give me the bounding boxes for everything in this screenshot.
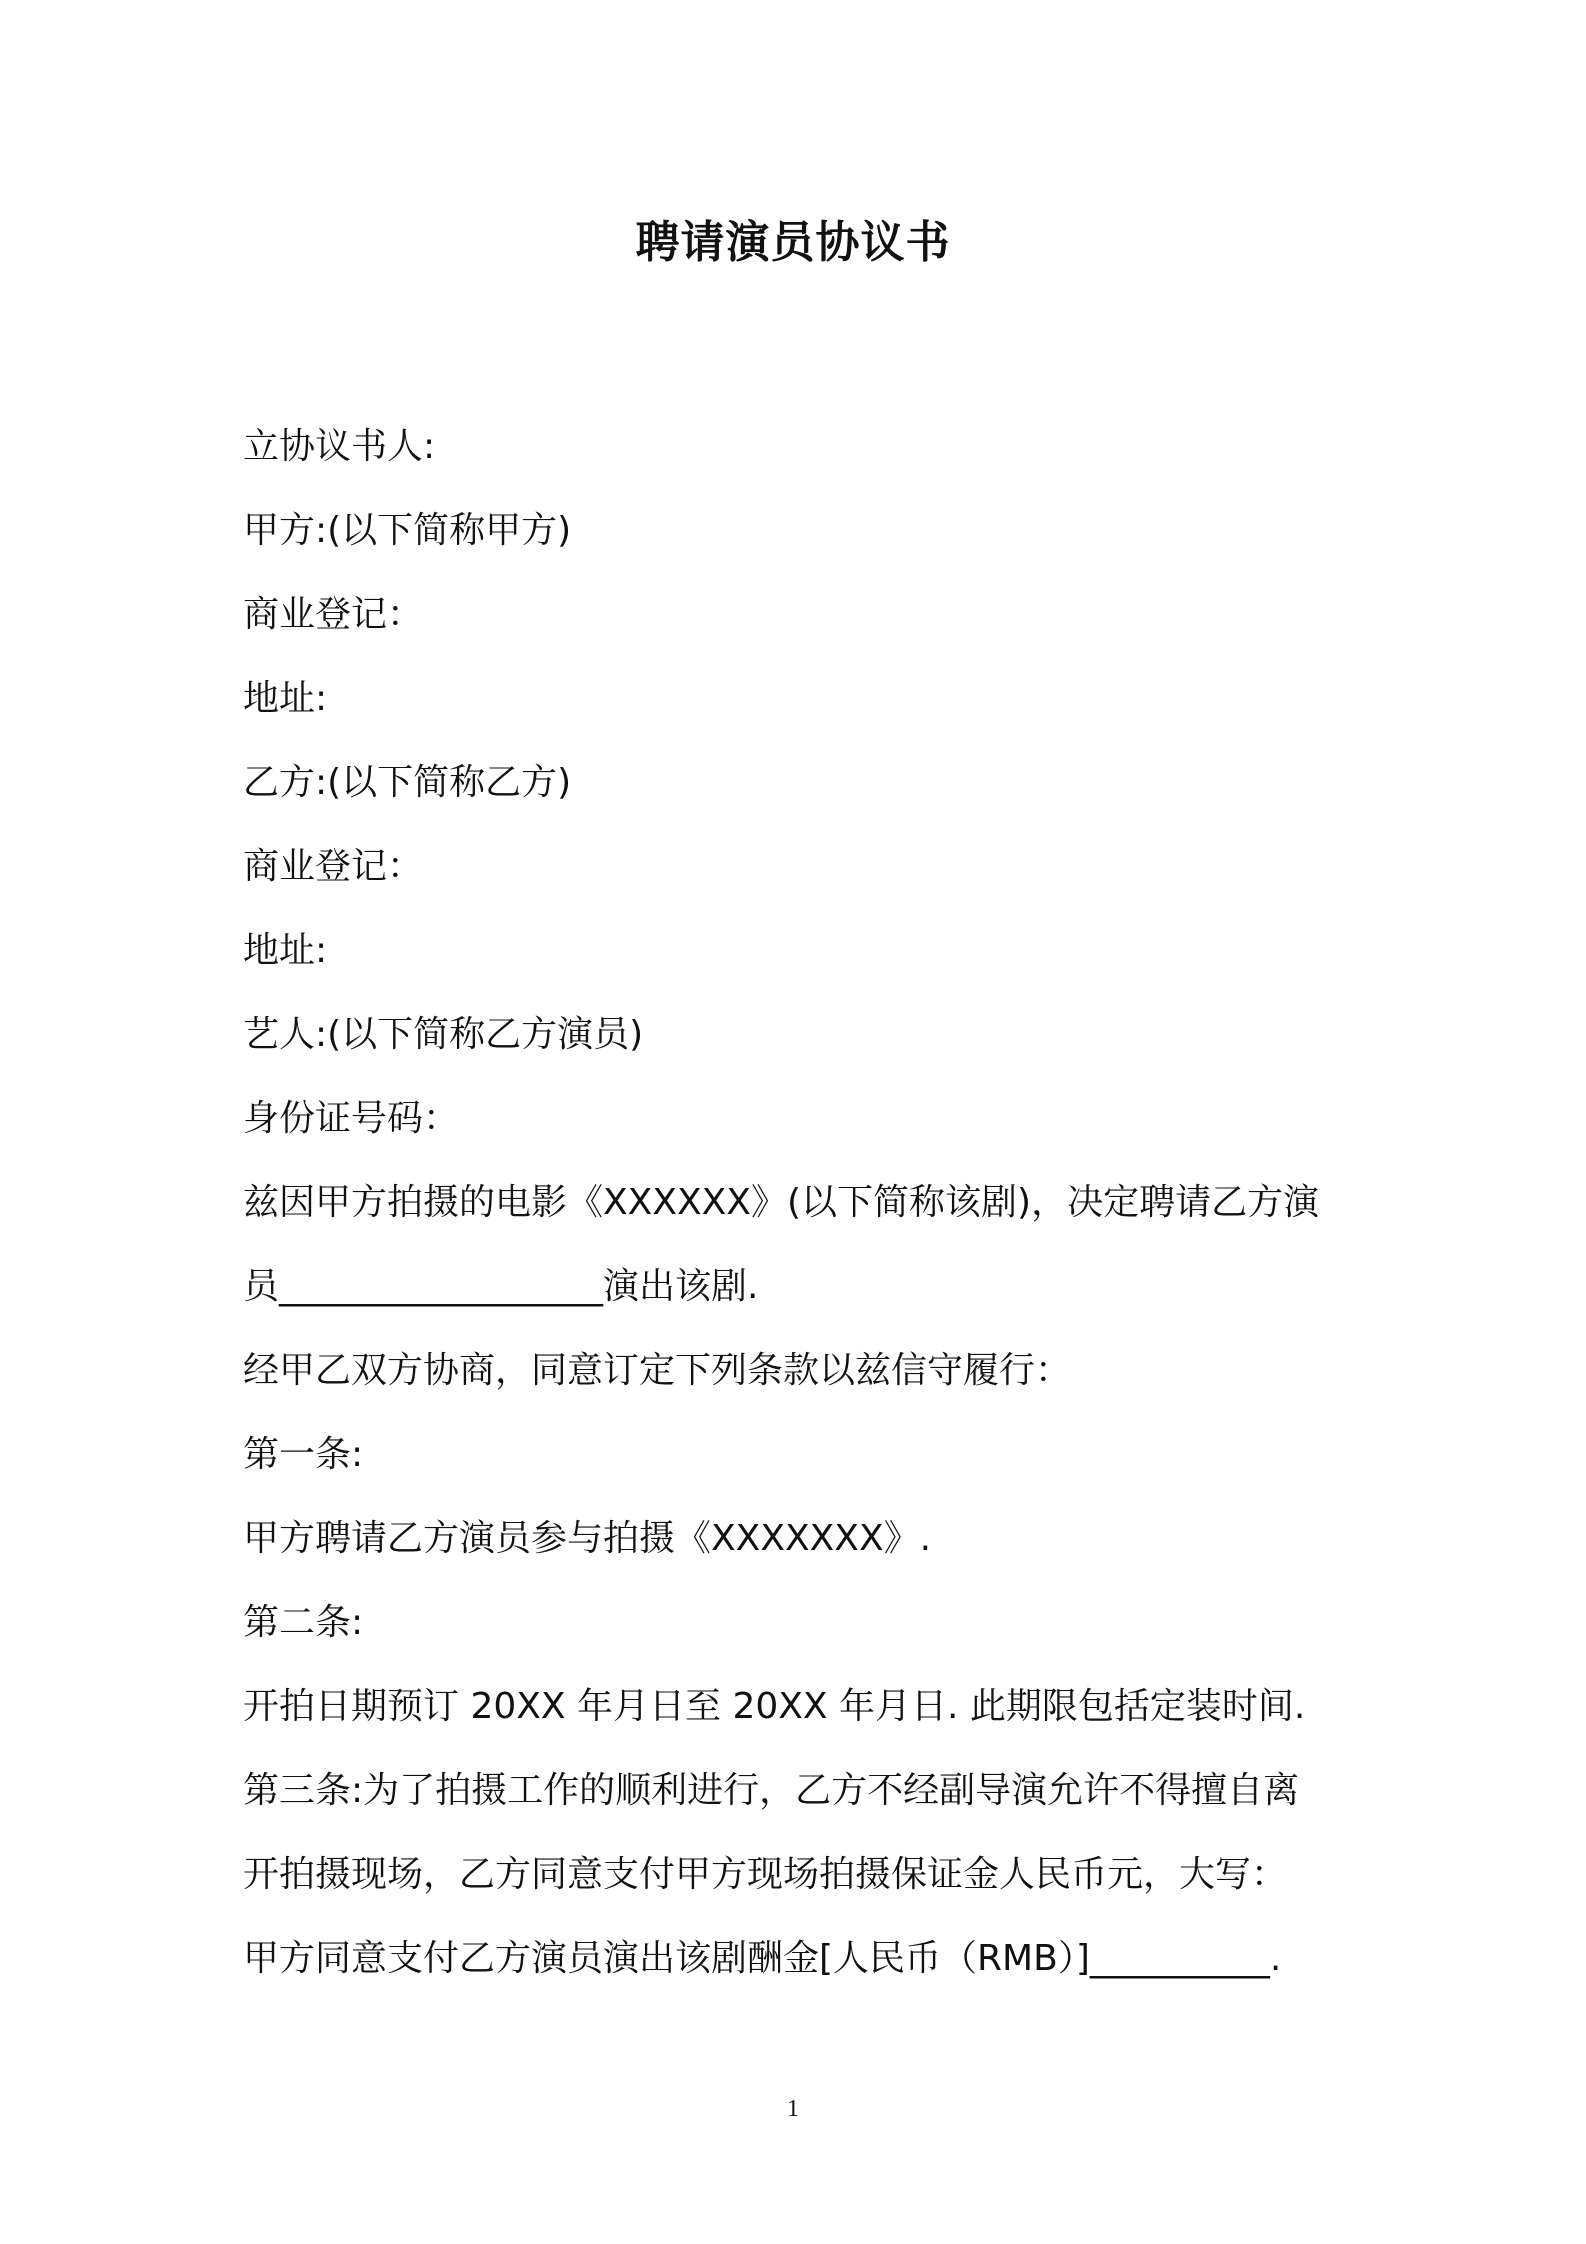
text-line: 乙方:(以下简称乙方) [243,762,572,803]
text-line: 经甲乙双方协商，同意订定下列条款以兹信守履行： [243,1350,1072,1391]
page-number: 1 [787,2096,799,2122]
text-line: 开拍摄现场，乙方同意支付甲方现场拍摄保证金人民币元，大写： [243,1854,1288,1895]
text-line: 甲方同意支付乙方演员演出该剧酬金[人民币（RMB）]__________. [243,1938,1282,1979]
text-line: 第二条: [243,1602,364,1643]
text-line: 艺人:(以下简称乙方演员) [243,1014,644,1055]
text-line: 员__________________演出该剧. [243,1266,759,1307]
text-line: 甲方聘请乙方演员参与拍摄《XXXXXXX》. [243,1518,932,1559]
text-line: 商业登记： [243,846,424,887]
document-title: 聘请演员协议书 [635,217,951,268]
document-body [243,405,1373,2001]
text-line: 地址: [243,930,328,971]
text-line: 商业登记： [243,594,424,635]
text-line: 立协议书人: [243,426,436,467]
text-line: 第三条:为了拍摄工作的顺利进行，乙方不经副导演允许不得擅自离 [243,1770,1300,1811]
text-line: 第一条: [243,1434,364,1475]
text-line: 身份证号码： [243,1098,460,1139]
text-line: 甲方:(以下简称甲方) [243,510,572,551]
text-line: 开拍日期预订 20XX 年月日至 20XX 年月日. 此期限包括定装时间. [243,1686,1306,1727]
text-line: 兹因甲方拍摄的电影《XXXXXX》(以下简称该剧)，决定聘请乙方演 [243,1182,1320,1223]
text-line: 地址: [243,678,328,719]
